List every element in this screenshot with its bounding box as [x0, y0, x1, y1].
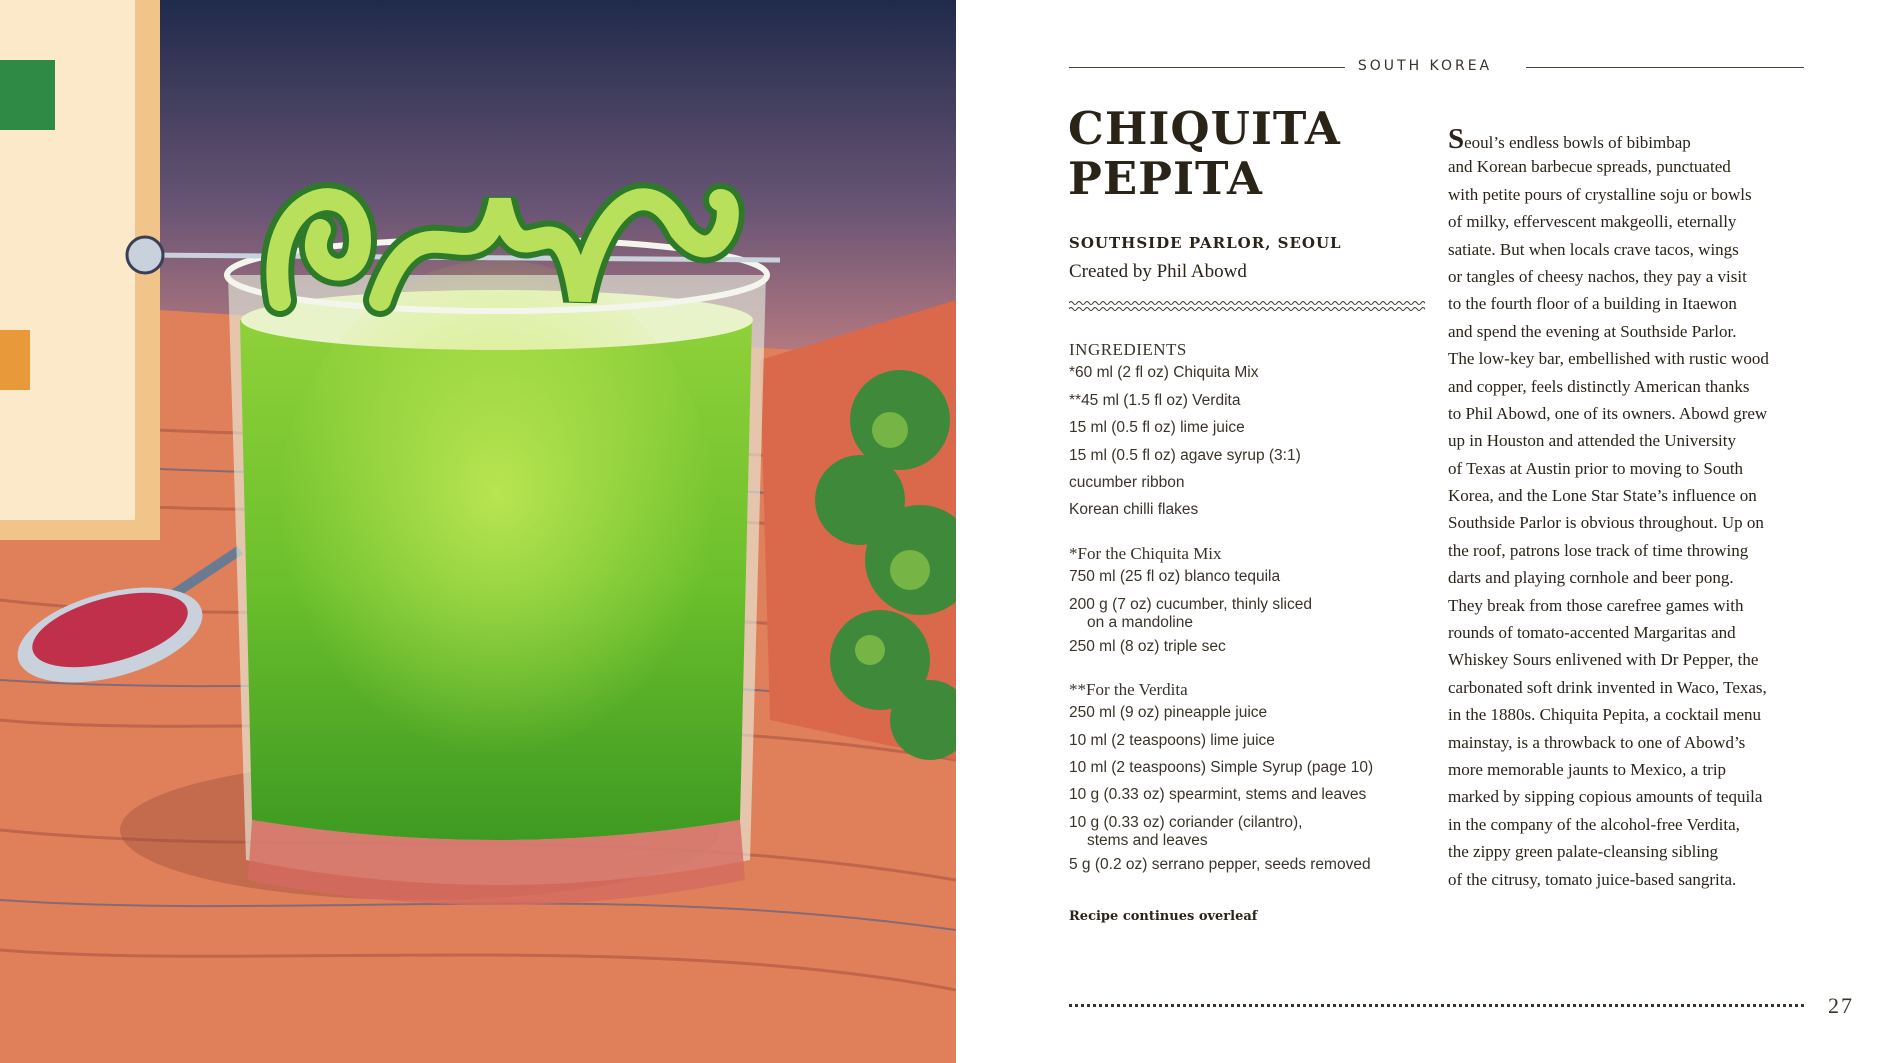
wavy-divider [1069, 298, 1425, 314]
ingredient-item [1069, 637, 1429, 664]
ingredient-text: 10 ml (2 teaspoons) Simple Syrup (page 10) [1069, 759, 1374, 777]
ingredient-continuation: on a mandoline [1087, 613, 1193, 631]
ingredient-text: 10 g (0.33 oz) coriander (cilantro), [1069, 813, 1303, 831]
body-line: Whiskey Sours enlivened with Dr Pepper, the [1448, 650, 1759, 670]
body-line: satiate. But when locals crave tacos, wings [1448, 239, 1739, 259]
body-line: marked by sipping copious amounts of tequila [1448, 787, 1763, 807]
ingredient-text: cucumber ribbon [1069, 473, 1185, 491]
ingredient-item [1069, 758, 1429, 785]
ingredients-list [1069, 363, 1429, 527]
body-line: in the 1880s. Chiquita Pepita, a cocktail menu [1448, 705, 1762, 725]
ingredient-item [1069, 855, 1429, 882]
ingredient-item [1069, 446, 1429, 473]
ingredient-text: 5 g (0.2 oz) serrano pepper, seeds removed [1069, 855, 1371, 873]
ingredients [1069, 336, 1429, 882]
body-line: to Phil Abowd, one of its owners. Abowd grew [1448, 403, 1768, 423]
body-line: of Texas at Austin prior to moving to South [1448, 458, 1744, 478]
title-line: CHIQUITA [1068, 102, 1341, 155]
chiquita-mix-list [1069, 567, 1429, 664]
header-rule-left [1069, 67, 1345, 68]
body-line: Seoul’s endless bowls of bibimbap [1448, 123, 1691, 155]
body-text [1448, 123, 1818, 893]
ingredient-item [1069, 595, 1429, 633]
body-line: more memorable jaunts to Mexico, a trip [1448, 759, 1727, 779]
ingredient-item [1069, 785, 1429, 812]
body-line: and copper, feels distinctly American thanks [1448, 376, 1750, 396]
ingredient-text: 15 ml (0.5 fl oz) agave syrup (3:1) [1069, 446, 1301, 464]
body-line: The low-key bar, embellished with rustic wood [1448, 349, 1769, 369]
ingredient-text: 750 ml (25 fl oz) blanco tequila [1069, 568, 1281, 586]
body-line: rounds of tomato-accented Margaritas and [1448, 623, 1736, 643]
ingredient-item [1069, 813, 1429, 851]
ingredient-text: **45 ml (1.5 fl oz) Verdita [1069, 391, 1241, 409]
recipe-continues-note: Recipe continues overleaf [1069, 909, 1258, 924]
ingredient-item [1069, 703, 1429, 730]
ingredient-item [1069, 500, 1429, 527]
ingredient-continuation: stems and leaves [1087, 831, 1208, 849]
ingredient-text: *60 ml (2 fl oz) Chiquita Mix [1069, 364, 1259, 382]
ingredient-text: 15 ml (0.5 fl oz) lime juice [1069, 419, 1245, 437]
body-line: carbonated soft drink invented in Waco, Texas, [1448, 677, 1767, 697]
ingredient-text: 250 ml (9 oz) pineapple juice [1069, 704, 1268, 722]
body-line: and spend the evening at Southside Parlor. [1448, 321, 1737, 341]
venue: SOUTHSIDE PARLOR, SEOUL [1069, 234, 1342, 252]
body-line: or tangles of cheesy nachos, they pay a visit [1448, 266, 1747, 286]
title-line: PEPITA [1068, 152, 1263, 205]
ingredients-heading: INGREDIENTS [1069, 340, 1187, 359]
header-rule-right [1526, 67, 1804, 68]
body-line: with petite pours of crystalline soju or bowls [1448, 184, 1752, 204]
body-line: in the company of the alcohol-free Verdita, [1448, 814, 1740, 834]
body-line: of the citrusy, tomato juice-based sangrita. [1448, 869, 1737, 889]
page-number: 27 [1828, 993, 1854, 1018]
ingredient-item [1069, 363, 1429, 390]
ingredient-text: 10 ml (2 teaspoons) lime juice [1069, 731, 1275, 749]
creator: Created by Phil Abowd [1069, 261, 1247, 282]
body-line: Southside Parlor is obvious throughout. Up on [1448, 513, 1764, 533]
section-label: SOUTH KOREA [1357, 58, 1493, 74]
verdita-list [1069, 703, 1429, 882]
body-line: Korea, and the Lone Star State’s influence on [1448, 486, 1757, 506]
ingredient-text: 250 ml (8 oz) triple sec [1069, 637, 1226, 655]
ingredient-text: 10 g (0.33 oz) spearmint, stems and leaves [1069, 786, 1367, 804]
body-line: of milky, effervescent makgeolli, eternally [1448, 212, 1737, 232]
body-line: the roof, patrons lose track of time throwing [1448, 540, 1749, 560]
ingredient-text: 200 g (7 oz) cucumber, thinly sliced [1069, 595, 1312, 613]
body-line: They break from those carefree games with [1448, 595, 1744, 615]
ingredient-item [1069, 731, 1429, 758]
ingredient-item [1069, 473, 1429, 500]
verdita-heading: **For the Verdita [1069, 679, 1188, 699]
ingredient-item [1069, 567, 1429, 594]
body-line: mainstay, is a throwback to one of Abowd’s [1448, 732, 1746, 752]
body-line: up in Houston and attended the University [1448, 431, 1737, 451]
chiquita-mix-heading: *For the Chiquita Mix [1069, 543, 1222, 563]
ingredient-item [1069, 418, 1429, 445]
body-line: darts and playing cornhole and beer pong. [1448, 568, 1734, 588]
body-line: and Korean barbecue spreads, punctuated [1448, 157, 1731, 177]
body-line: the zippy green palate-cleansing sibling [1448, 842, 1719, 862]
ingredient-item [1069, 391, 1429, 418]
body-line: to the fourth floor of a building in Itaewon [1448, 294, 1737, 314]
recipe-title [1068, 104, 1341, 204]
dotted-footer-rule [1069, 1004, 1804, 1007]
ingredient-text: Korean chilli flakes [1069, 501, 1199, 519]
